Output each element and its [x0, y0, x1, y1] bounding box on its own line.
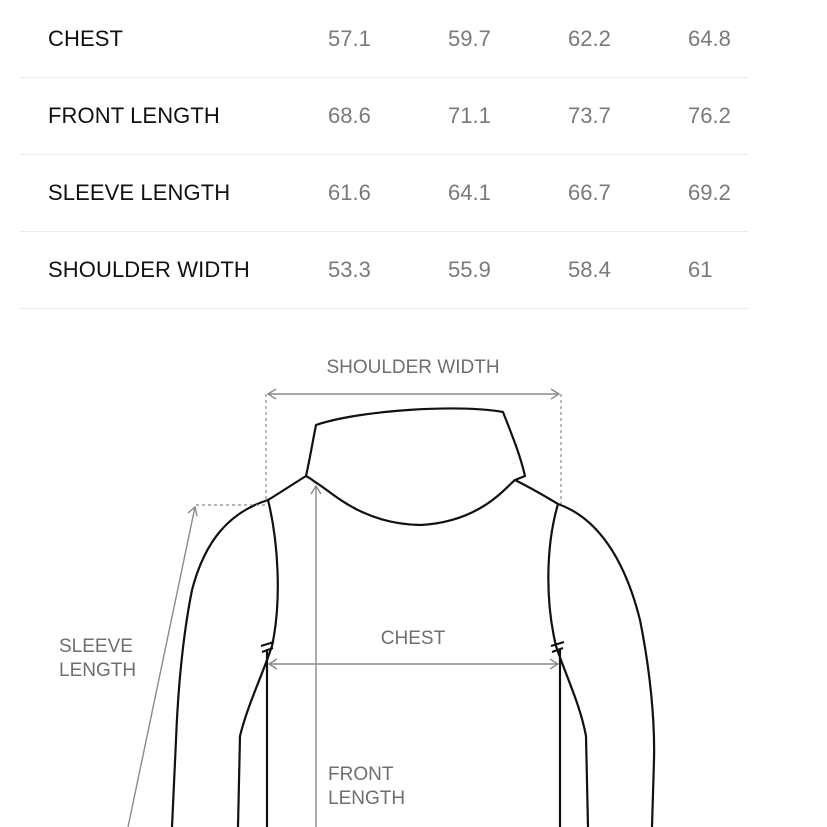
- row-value: 73.7: [568, 103, 611, 128]
- right-sleeve-outer: [515, 480, 654, 827]
- row-value: 55.9: [448, 257, 491, 282]
- row-value: 69.2: [688, 180, 731, 205]
- row-value: 61: [688, 257, 713, 282]
- row-value: 61.6: [328, 180, 371, 205]
- hoodie-outline: [172, 408, 654, 827]
- row-value: 64.1: [448, 180, 491, 205]
- shoulder-width-label: SHOULDER WIDTH: [326, 357, 500, 378]
- front-length-label-line2: LENGTH: [328, 788, 406, 809]
- row-value: 76.2: [688, 103, 731, 128]
- front-length-label-line1: FRONT: [328, 764, 394, 785]
- row-value: 53.3: [328, 257, 371, 282]
- sleeve-length-arrow: [128, 507, 195, 827]
- hoodie-measurement-diagram: [0, 300, 827, 827]
- row-label: SHOULDER WIDTH: [48, 257, 250, 282]
- hood-outline: [306, 408, 525, 525]
- row-value: 59.7: [448, 25, 491, 51]
- row-value: 71.1: [448, 103, 491, 128]
- row-value: 68.6: [328, 103, 371, 128]
- row-label: CHEST: [48, 25, 124, 51]
- sleeve-length-arrowhead: [188, 507, 197, 516]
- row-label: FRONT LENGTH: [48, 103, 220, 128]
- table-row-shoulder-width: [20, 232, 748, 309]
- chest-label: CHEST: [380, 628, 446, 649]
- row-value: 57.1: [328, 25, 371, 51]
- sleeve-length-label-line2: LENGTH: [59, 660, 137, 681]
- right-armpit-mark: [551, 642, 564, 652]
- row-value: 66.7: [568, 180, 611, 205]
- row-value: 58.4: [568, 257, 611, 282]
- table-row-sleeve-length: [20, 155, 748, 232]
- hoodie-diagram-svg: [0, 300, 827, 827]
- table-row-chest: [20, 0, 748, 78]
- row-value: 62.2: [568, 25, 611, 51]
- table-row-front-length: [20, 78, 748, 155]
- measurement-arrows: [128, 389, 559, 827]
- sleeve-length-label-line1: SLEEVE: [59, 636, 133, 657]
- size-table: [20, 0, 748, 309]
- row-label: SLEEVE LENGTH: [48, 180, 231, 205]
- row-value: 64.8: [688, 25, 731, 51]
